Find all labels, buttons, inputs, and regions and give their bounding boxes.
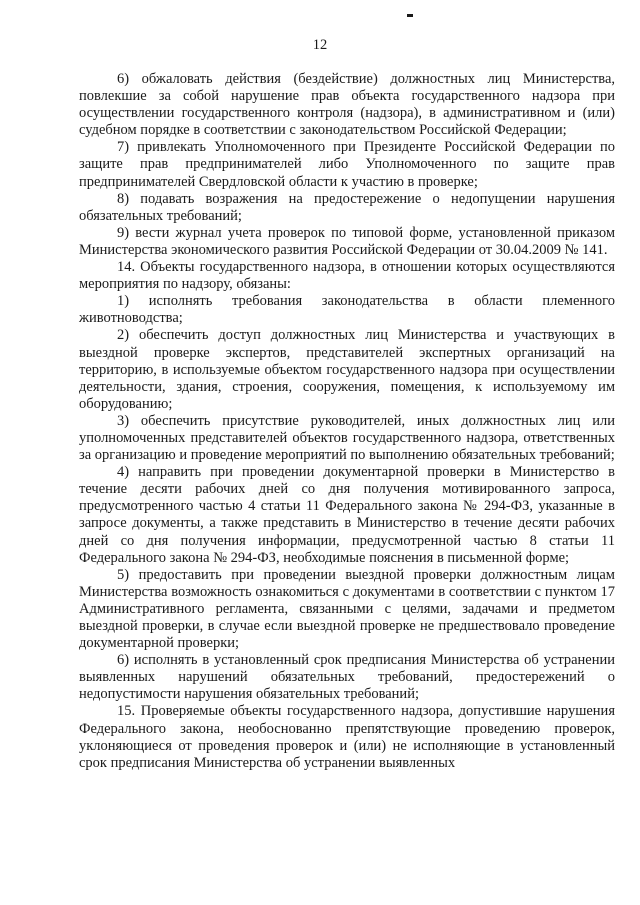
paragraph-1-comply-requirements: 1) исполнять требования законодательства в области племенного животноводства; — [79, 293, 615, 327]
paragraph-4-send-documents: 4) направить при проведении документарной проверки в Министерство в течение десяти рабочих дней со дня получения мотивированного запроса, предусмотренного частью 4 статьи 11 Федерального закона № 294-ФЗ, указанные в запросе документы, а также представить в Министерство в течение десяти рабочих дней со дня получения информации, предусмотренной частью 8 статьи 11 Федерального закона № 294-ФЗ, необходимые пояснения в письменной форме; — [79, 464, 615, 566]
scan-mark — [407, 14, 413, 17]
paragraph-6-appeal-actions: 6) обжаловать действия (бездействие) должностных лиц Министерства, повлекшие за собой нарушение прав объекта государственного надзора при осуществлении государственного контроля (надзора), в административном и (или) судебном порядке в соответствии с законодательством Российской Федерации; — [79, 71, 615, 139]
section-15-violators: 15. Проверяемые объекты государственного надзора, допустившие нарушения Федерального закона, необоснованно препятствующие проведению проверок, уклоняющиеся от проведения проверок и (или) не исполняющие в установленный срок предписания Министерства об устранении выявленных — [79, 703, 615, 771]
paragraph-7-involve-ombudsman: 7) привлекать Уполномоченного при Президенте Российской Федерации по защите прав предпринимателей либо Уполномоченного по защите прав предпринимателей Свердловской области к участию в проверке; — [79, 139, 615, 190]
paragraph-3-ensure-presence: 3) обеспечить присутствие руководителей, иных должностных лиц или уполномоченных представителей объектов государственного надзора, ответственных за организацию и проведение мероприятий по выполнению обязательных требований; — [79, 412, 615, 464]
page-number: 12 — [312, 37, 328, 53]
paragraph-8-submit-objections: 8) подавать возражения на предостережение о недопущении нарушения обязательных требований; — [79, 190, 615, 224]
paragraph-6-execute-orders: 6) исполнять в установленный срок предписания Министерства об устранении выявленных нарушений обязательных требований, предостережений о недопустимости нарушения обязательных требований; — [79, 652, 615, 703]
paragraph-2-provide-access: 2) обеспечить доступ должностных лиц Министерства и участвующих в выездной проверке экспертов, представителей экспертных организаций на территорию, в используемые объектом государственного надзора при осуществлении деятельности, здания, строения, сооружения, помещения, к используемому им оборудованию; — [79, 327, 615, 412]
document-body — [79, 71, 615, 772]
section-14-heading: 14. Объекты государственного надзора, в отношении которых осуществляются мероприятия по надзору, обязаны: — [79, 259, 615, 293]
paragraph-5-provide-review: 5) предоставить при проведении выездной проверки должностным лицам Министерства возможность ознакомиться с документами в соответствии с пунктом 17 Административного регламента, связанными с целями, задачами и предметом выездной проверки, в случае если выездной проверке не предшествовало проведение документарной проверки; — [79, 566, 615, 652]
paragraph-9-keep-inspection-log: 9) вести журнал учета проверок по типовой форме, установленной приказом Министерства экономического развития Российской Федерации от 30.04.2009 № 141. — [79, 224, 615, 258]
